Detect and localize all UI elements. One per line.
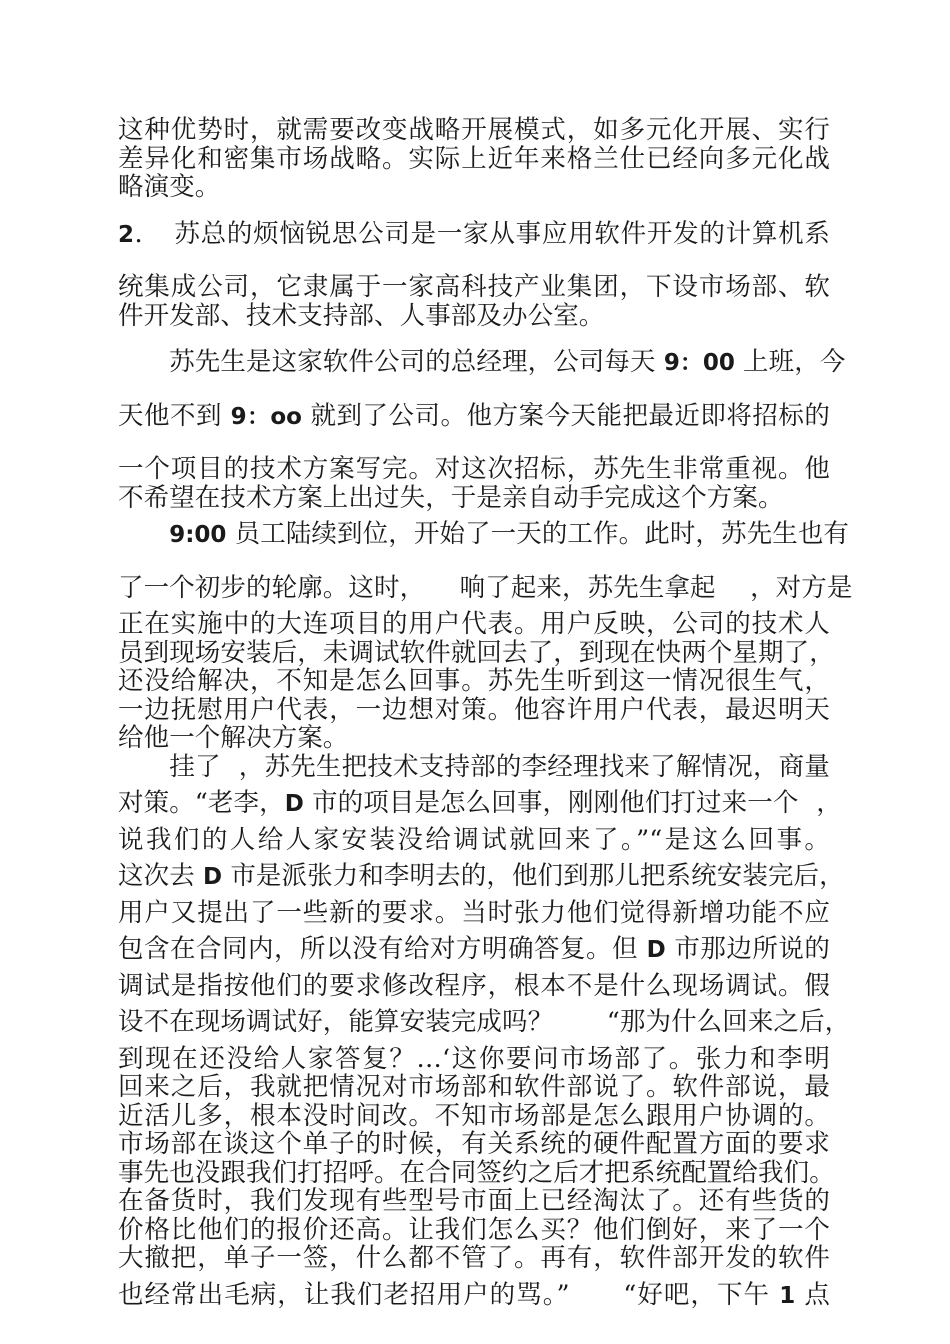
text-line: 了一个初步的轮廓。这时， 响了起来，苏先生拿起 ，对方是	[118, 572, 853, 603]
text-line: 用户又提出了一些新的要求。当时张力他们觉得新增功能不应	[118, 897, 830, 928]
text-line: 也经常出毛病，让我们老招用户的骂。” “好吧，下午 1 点	[118, 1279, 831, 1310]
text-line: 包含在合同内，所以没有给对方明确答复。但 D 市那边所说的	[118, 934, 830, 964]
text-line: 说我们的人给人家安装没给调试就回来了。”“是这么回事。	[118, 824, 830, 855]
text-line: 员到现场安装后，未调试软件就回去了，到现在快两个星期了，	[118, 637, 835, 668]
text-line: 近活儿多，根本没时间改。不知市场部是怎么跟用户协调的。	[118, 1100, 830, 1131]
text-line: 一个项目的技术方案写完。对这次招标，苏先生非常重视。他	[118, 454, 830, 484]
text-line: 价格比他们的报价还高。让我们怎么买？他们倒好，来了一个	[118, 1214, 830, 1245]
paragraph-2	[118, 218, 830, 331]
list-number: 2	[118, 221, 135, 248]
text-line: 还没给解决，不知是怎么回事。苏先生听到这一情况很生气，	[118, 666, 830, 696]
text-line: 到现在还没给人家答复？…‘这你要问市场部了。张力和李明	[118, 1043, 830, 1074]
inline-time: 9：00	[663, 350, 735, 376]
city-code: D	[646, 937, 666, 963]
city-code: D	[284, 791, 304, 817]
text-line: 在备货时，我们发现有些型号市面上已经淘汰了。还有些货的	[118, 1186, 830, 1216]
text-line: 回来之后，我就把情况对市场部和软件部说了。软件部说，最	[118, 1072, 830, 1102]
document-body	[118, 115, 853, 1310]
city-code: D	[203, 864, 223, 890]
text-line: 略演变。	[118, 172, 221, 202]
text-line: 大撤把，单子一签，什么都不管了。再有，软件部开发的软件	[118, 1243, 830, 1273]
text-line: 统集成公司，它隶属于一家高科技产业集团，下设市场部、软	[118, 272, 830, 302]
paragraph-3	[118, 347, 846, 513]
text-line: 这次去 D 市是派张力和李明去的，他们到那儿把系统安装完后，	[118, 861, 845, 891]
inline-time: 9：oo	[230, 403, 302, 430]
paragraph-4	[118, 519, 853, 753]
text-line-numbered: 2． 苏总的烦恼锐思公司是一家从事应用软件开发的计算机系	[118, 218, 830, 249]
text-line: 不希望在技术方案上出过失，于是亲自动手完成这个方案。	[118, 482, 784, 513]
text-line: 这种优势时，就需要改变战略开展模式，如多元化开展、实行	[118, 115, 830, 145]
text-line: 9:00 员工陆续到位，开始了一天的工作。此时，苏先生也有	[169, 519, 850, 549]
text-line: 调试是指按他们的要求修改程序，根本不是什么现场调试。假	[118, 970, 830, 1001]
text-line: 一边抚慰用户代表，一边想对策。他容许用户代表，最迟明天	[118, 694, 830, 725]
text-line: 苏先生是这家软件公司的总经理，公司每天 9：00 上班，今	[118, 347, 846, 377]
text-line: 设不在现场调试好，能算安装完成吗？ “那为什么回来之后，	[118, 1007, 851, 1037]
text-line: 事先也没跟我们打招呼。在合同签约之后才把系统配置给我们。	[118, 1157, 835, 1188]
text-line: 天他不到 9：oo 就到了公司。他方案今天能把最近即将招标的	[118, 400, 830, 431]
text-line: 市场部在谈这个单子的时候，有关系统的硬件配置方面的要求	[118, 1129, 830, 1159]
text-line: 正在实施中的大连项目的用户代表。用户反映，公司的技术人	[118, 609, 830, 639]
text-line: 差异化和密集市场战略。实际上近年来格兰仕已经向多元化战	[118, 143, 830, 174]
text-line: 对策。“老李，D 市的项目是怎么回事，刚刚他们打过来一个 ，	[118, 788, 842, 818]
inline-number: 1	[779, 1282, 796, 1309]
paragraph-5	[118, 751, 851, 1310]
text-line: 件开发部、技术支持部、人事部及办公室。	[118, 300, 605, 331]
text-line: 给他一个解决方案。	[118, 723, 349, 753]
paragraph-1	[118, 115, 830, 202]
inline-time: 9:00	[169, 522, 227, 548]
text-line: 挂了 ，苏先生把技术支持部的李经理找来了解情况，商量	[118, 751, 830, 782]
